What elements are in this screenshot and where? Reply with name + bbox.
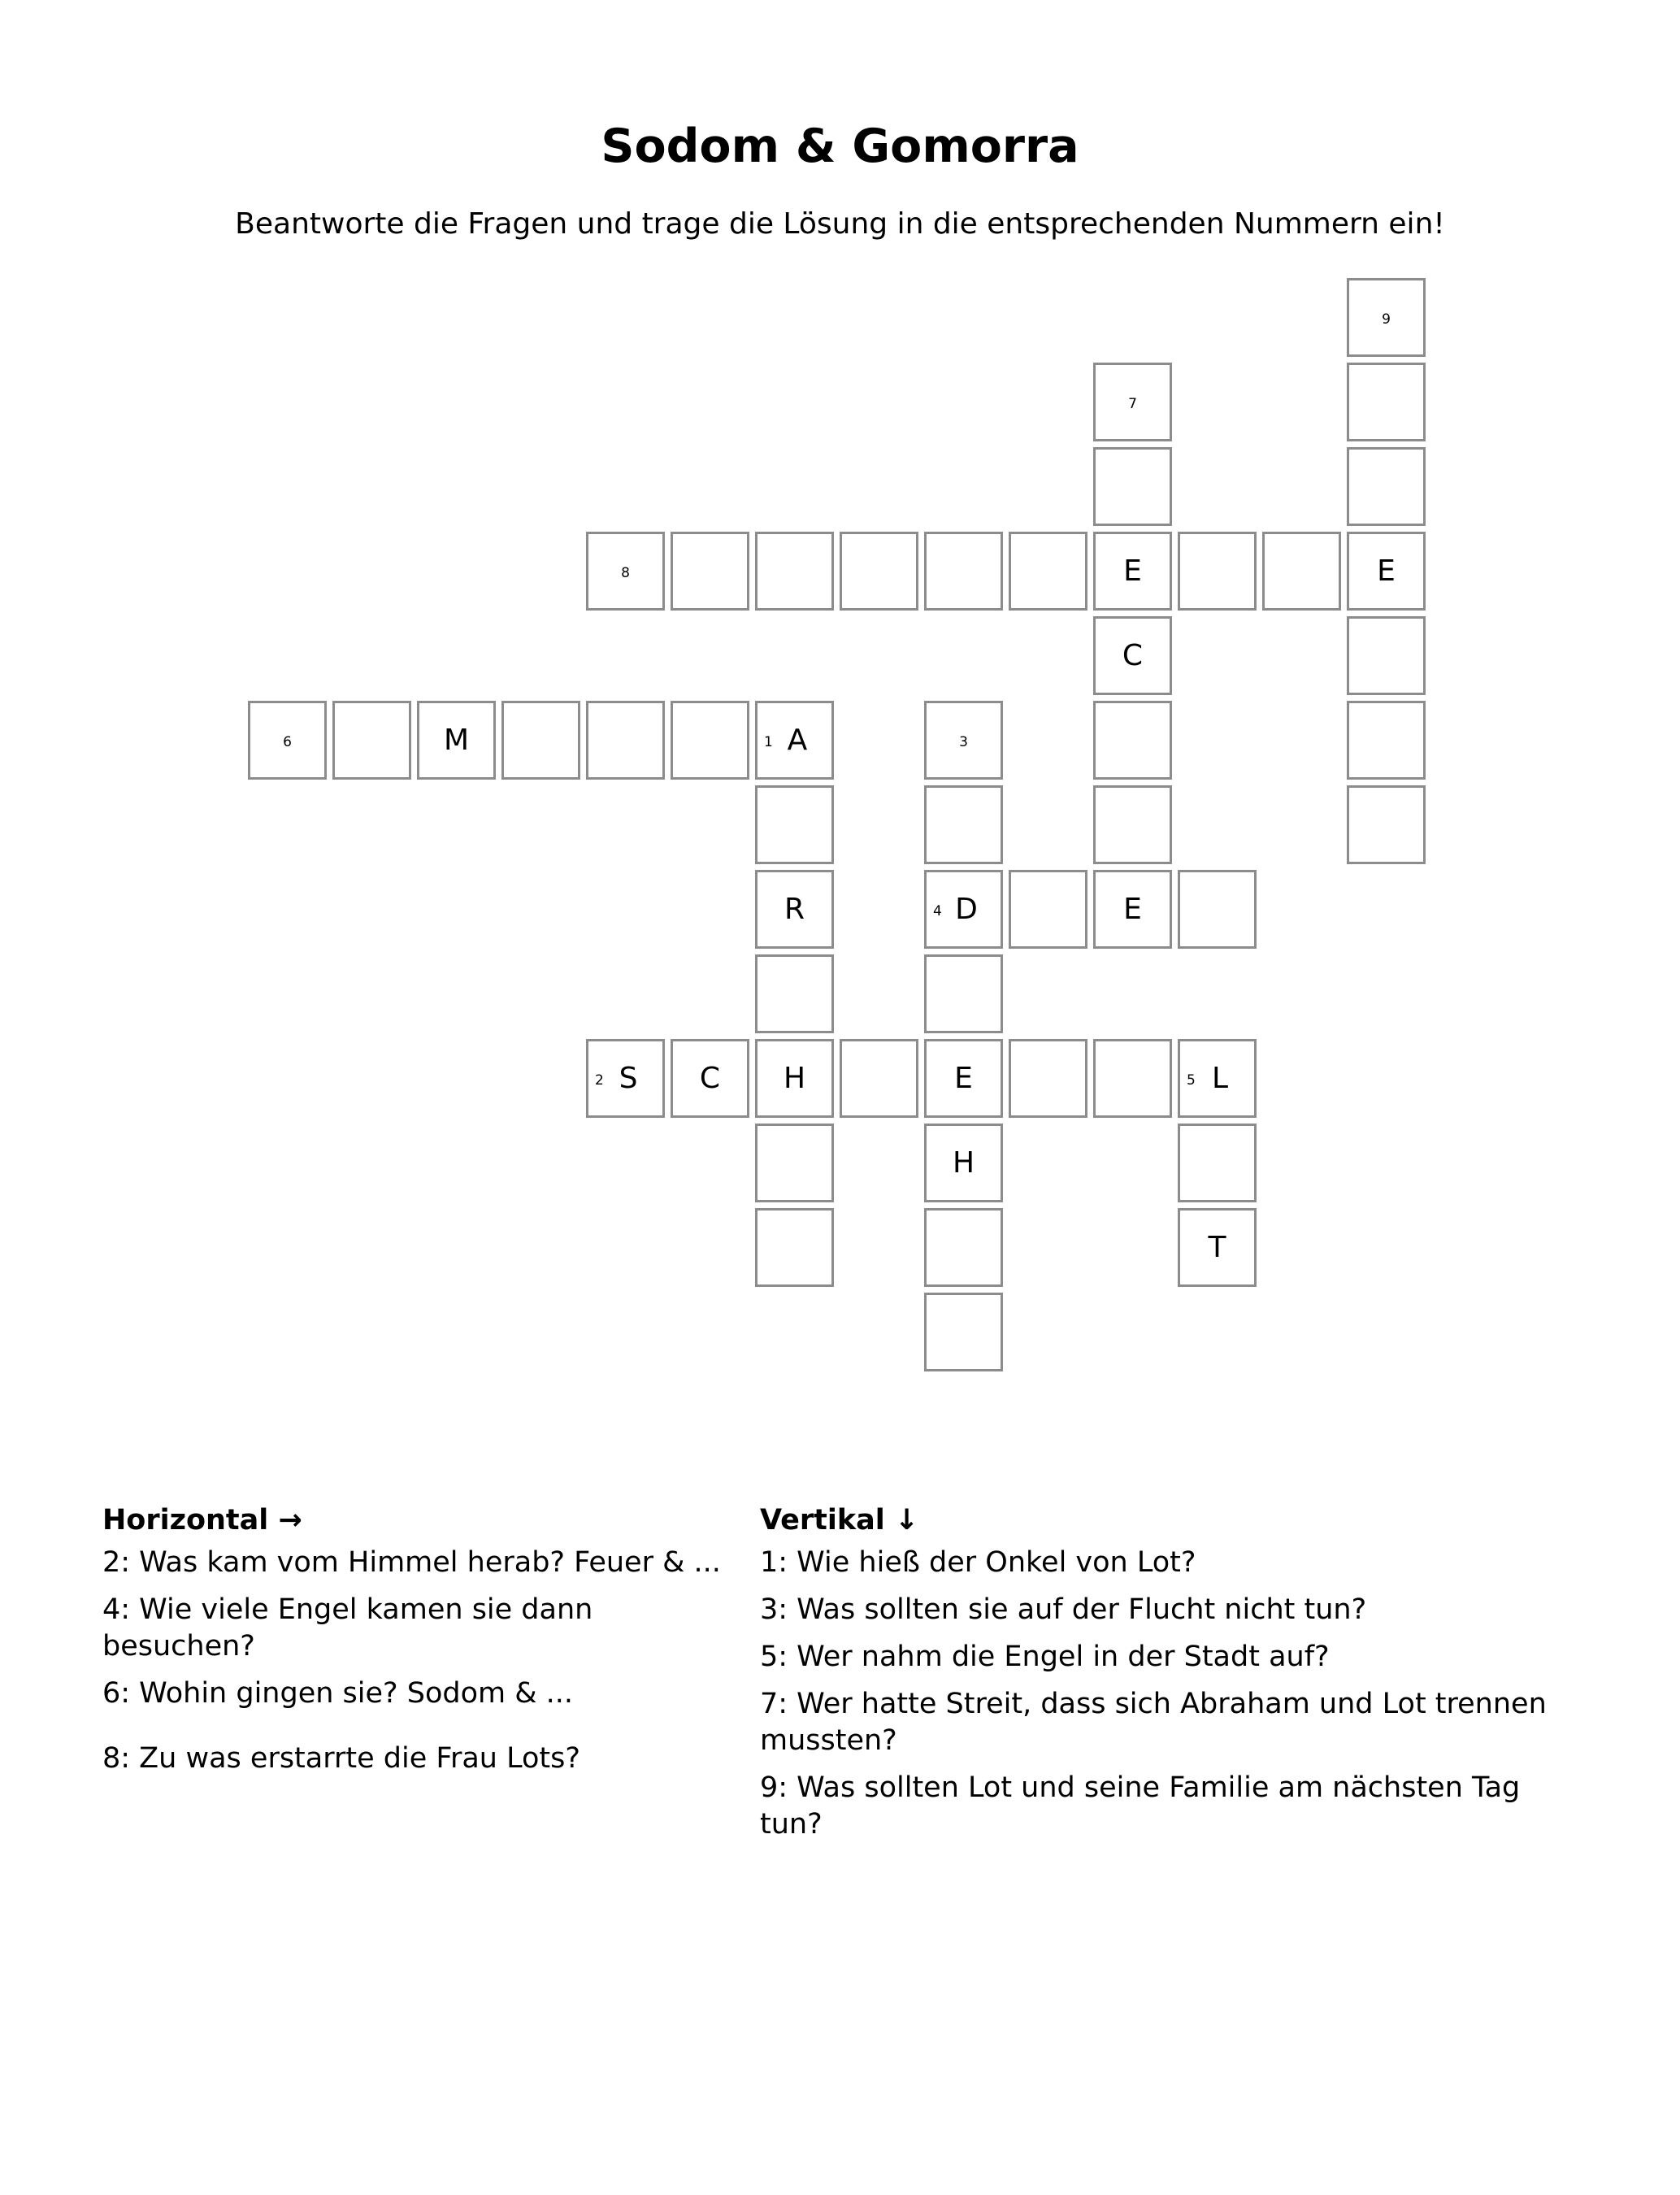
clue-across-4: 4: Wie viele Engel kamen sie dann besuchen? [102, 1593, 593, 1663]
crossword-cell[interactable] [1009, 870, 1087, 949]
crossword-cell[interactable] [248, 701, 327, 780]
crossword-cell[interactable] [1093, 363, 1172, 441]
given-letter: A [787, 724, 808, 757]
crossword-cell[interactable] [924, 532, 1003, 611]
page-title: Sodom & Gomorra [601, 120, 1079, 173]
crossword-cell[interactable] [1093, 616, 1172, 695]
crossword-cell[interactable] [924, 1293, 1003, 1371]
crossword-cell[interactable] [501, 701, 580, 780]
clue-down-1: 1: Wie hieß der Onkel von Lot? [760, 1546, 1196, 1579]
clue-down-7: 7: Wer hatte Streit, dass sich Abraham und Lot trennen mussten? [760, 1688, 1547, 1757]
crossword-cell[interactable] [586, 701, 665, 780]
crossword-cell[interactable] [1093, 532, 1172, 611]
given-letter: M [443, 724, 470, 757]
crossword-cell[interactable] [1093, 447, 1172, 526]
vertical-heading: Vertikal ↓ [760, 1504, 919, 1536]
crossword-cell[interactable] [1347, 447, 1426, 526]
crossword-cell[interactable] [755, 1208, 834, 1287]
crossword-cell[interactable] [924, 701, 1003, 780]
clue-number: 1 [764, 734, 773, 750]
given-letter: E [1123, 554, 1142, 588]
given-letter: E [954, 1062, 973, 1095]
crossword-cell[interactable] [671, 532, 749, 611]
given-letter: D [955, 893, 978, 926]
clue-across-8: 8: Zu was erstarrte die Frau Lots? [102, 1742, 580, 1775]
horizontal-clues [102, 1500, 753, 1777]
crossword-cell[interactable] [1347, 532, 1426, 611]
clue-number: 8 [621, 565, 630, 581]
crossword-cell[interactable] [332, 701, 411, 780]
clue-down-9: 9: Was sollten Lot und seine Familie am nächsten Tag tun? [760, 1771, 1521, 1841]
clue-across-6: 6: Wohin gingen sie? Sodom & ... [102, 1677, 574, 1710]
crossword-cell[interactable] [1347, 785, 1426, 864]
vertical-clues [760, 1500, 1581, 1843]
clue-number: 4 [933, 903, 942, 919]
given-letter: E [1377, 554, 1396, 588]
crossword-cell[interactable] [1093, 701, 1172, 780]
crossword-cell[interactable] [586, 1039, 665, 1118]
clue-number: 6 [283, 734, 292, 750]
crossword-cell[interactable] [1093, 1039, 1172, 1118]
given-letter: S [619, 1062, 638, 1095]
crossword-cell[interactable] [586, 532, 665, 611]
crossword-cell[interactable] [924, 870, 1003, 949]
crossword-cell[interactable] [840, 532, 918, 611]
clue-number: 7 [1128, 396, 1137, 412]
crossword-cell[interactable] [1262, 532, 1341, 611]
crossword-cell[interactable] [1347, 363, 1426, 441]
crossword-cell[interactable] [417, 701, 496, 780]
crossword-cell[interactable] [924, 1208, 1003, 1287]
crossword-cell[interactable] [755, 532, 834, 611]
given-letter: L [1211, 1062, 1229, 1095]
crossword-cell[interactable] [755, 701, 834, 780]
crossword-cell[interactable] [924, 1124, 1003, 1202]
crossword-cell[interactable] [1178, 1039, 1257, 1118]
crossword-cell[interactable] [840, 1039, 918, 1118]
given-letter: H [783, 1062, 806, 1095]
crossword-cell[interactable] [1009, 532, 1087, 611]
crossword-cell[interactable] [755, 1124, 834, 1202]
crossword-cell[interactable] [671, 701, 749, 780]
given-letter: E [1123, 893, 1142, 926]
clue-number: 9 [1382, 311, 1391, 328]
crossword-cell[interactable] [1093, 870, 1172, 949]
given-letter: T [1208, 1231, 1226, 1264]
crossword-cell[interactable] [1347, 701, 1426, 780]
crossword-cell[interactable] [755, 954, 834, 1033]
clue-number: 2 [595, 1072, 604, 1089]
horizontal-heading: Horizontal → [102, 1504, 302, 1536]
clue-number: 5 [1187, 1072, 1196, 1089]
crossword-cell[interactable] [1178, 532, 1257, 611]
given-letter: R [784, 893, 805, 926]
crossword-cell[interactable] [1347, 278, 1426, 357]
clue-down-3: 3: Was sollten sie auf der Flucht nicht tun? [760, 1593, 1367, 1626]
clue-down-5: 5: Wer nahm die Engel in der Stadt auf? [760, 1641, 1330, 1673]
crossword-cell[interactable] [1009, 1039, 1087, 1118]
crossword-cell[interactable] [1178, 870, 1257, 949]
clue-across-2: 2: Was kam vom Himmel herab? Feuer & ... [102, 1546, 721, 1579]
crossword-cell[interactable] [1093, 785, 1172, 864]
crossword-cell[interactable] [924, 1039, 1003, 1118]
crossword-cell[interactable] [755, 870, 834, 949]
crossword-cell[interactable] [1178, 1124, 1257, 1202]
crossword-cell[interactable] [1178, 1208, 1257, 1287]
given-letter: C [1122, 639, 1144, 672]
crossword-cell[interactable] [924, 954, 1003, 1033]
given-letter: C [699, 1062, 721, 1095]
crossword-cell[interactable] [924, 785, 1003, 864]
crossword-cell[interactable] [755, 785, 834, 864]
crossword-cell[interactable] [671, 1039, 749, 1118]
given-letter: H [952, 1146, 975, 1180]
crossword-cell[interactable] [755, 1039, 834, 1118]
instructions-text: Beantworte die Fragen und trage die Lösung in die entsprechenden Nummern ein! [235, 207, 1445, 241]
crossword-cell[interactable] [1347, 616, 1426, 695]
clue-number: 3 [959, 734, 968, 750]
